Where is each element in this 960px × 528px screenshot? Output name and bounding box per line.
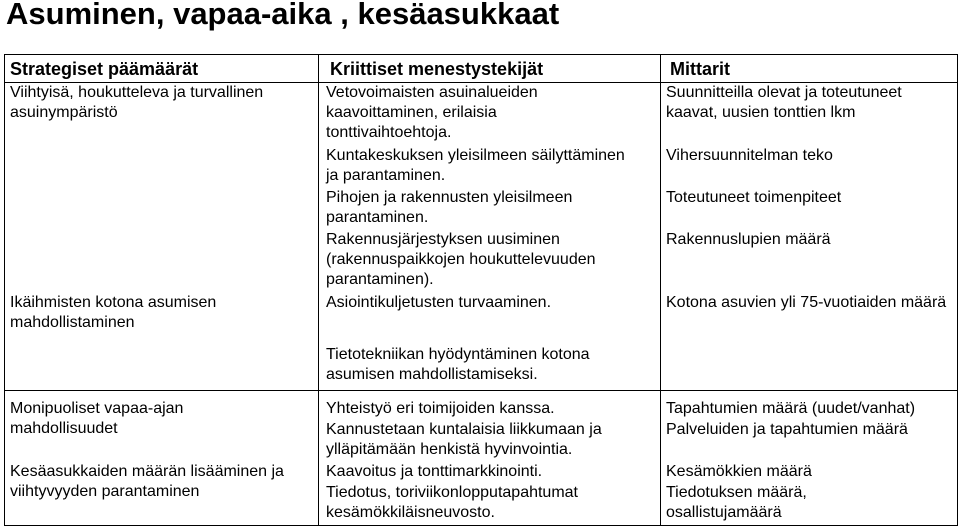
factor-cell: Kuntakeskuksen yleisilmeen säilyttäminen ja parantaminen. (326, 147, 625, 184)
table-left-border (4, 54, 5, 526)
metric-cell: Toteutuneet toimenpiteet (666, 189, 842, 206)
header-metrics: Mittarit (670, 59, 730, 79)
metric-cell: Kesämökkien määrä (666, 463, 812, 480)
table-top-border (4, 54, 958, 55)
goal-cell: Ikäihmisten kotona asumisen mahdollistaminen (10, 294, 217, 331)
table-col-divider-1 (318, 54, 319, 526)
table-bottom-border (4, 525, 958, 526)
metric-cell: Suunnitteilla olevat ja toteutuneet kaavat, uusien tonttien lkm (666, 84, 902, 121)
factor-cell: Pihojen ja rakennusten yleisilmeen parantaminen. (326, 189, 573, 226)
header-strategic-goals: Strategiset päämäärät (10, 59, 199, 79)
metric-cell: Tapahtumien määrä (uudet/vanhat) (666, 400, 916, 417)
metric-cell: Tiedotuksen määrä, osallistujamäärä (666, 484, 807, 521)
header-critical-factors: Kriittiset menestystekijät (330, 59, 544, 79)
table-col-divider-2 (660, 54, 661, 526)
factor-cell: Tiedotus, toriviikonlopputapahtumat kesämökkiläisneuvosto. (326, 484, 578, 521)
metric-cell: Rakennuslupien määrä (666, 231, 831, 248)
factor-cell: Asiointikuljetusten turvaaminen. (326, 294, 552, 311)
factor-cell: Vetovoimaisten asuinalueiden kaavoittaminen, erilaisia tonttivaihtoehtoja. (326, 84, 538, 141)
page-title: Asuminen, vapaa-aika , kesäasukkaat (6, 0, 560, 31)
factor-cell: Tietotekniikan hyödyntäminen kotona asumisen mahdollistamiseksi. (326, 346, 590, 383)
metric-cell: Vihersuunnitelman teko (666, 147, 833, 164)
factor-cell: Kaavoitus ja tonttimarkkinointi. (326, 463, 543, 480)
factor-cell: Yhteistyö eri toimijoiden kanssa. (326, 400, 555, 417)
goal-cell: Kesäasukkaiden määrän lisääminen ja viihtyvyyden parantaminen (10, 463, 284, 500)
factor-cell: Kannustetaan kuntalaisia liikkumaan ja ylläpitämään henkistä hyvinvointia. (326, 421, 602, 458)
goal-cell: Monipuoliset vapaa-ajan mahdollisuudet (10, 400, 184, 437)
table-row-divider (4, 390, 958, 391)
metric-cell: Palveluiden ja tapahtumien määrä (666, 421, 908, 438)
metric-cell: Kotona asuvien yli 75-vuotiaiden määrä (666, 294, 947, 311)
goal-cell: Viihtyisä, houkutteleva ja turvallinen asuinympäristö (10, 84, 264, 121)
table-right-border (957, 54, 958, 526)
factor-cell: Rakennusjärjestyksen uusiminen (rakennuspaikkojen houkuttelevuuden parantaminen). (326, 231, 596, 288)
